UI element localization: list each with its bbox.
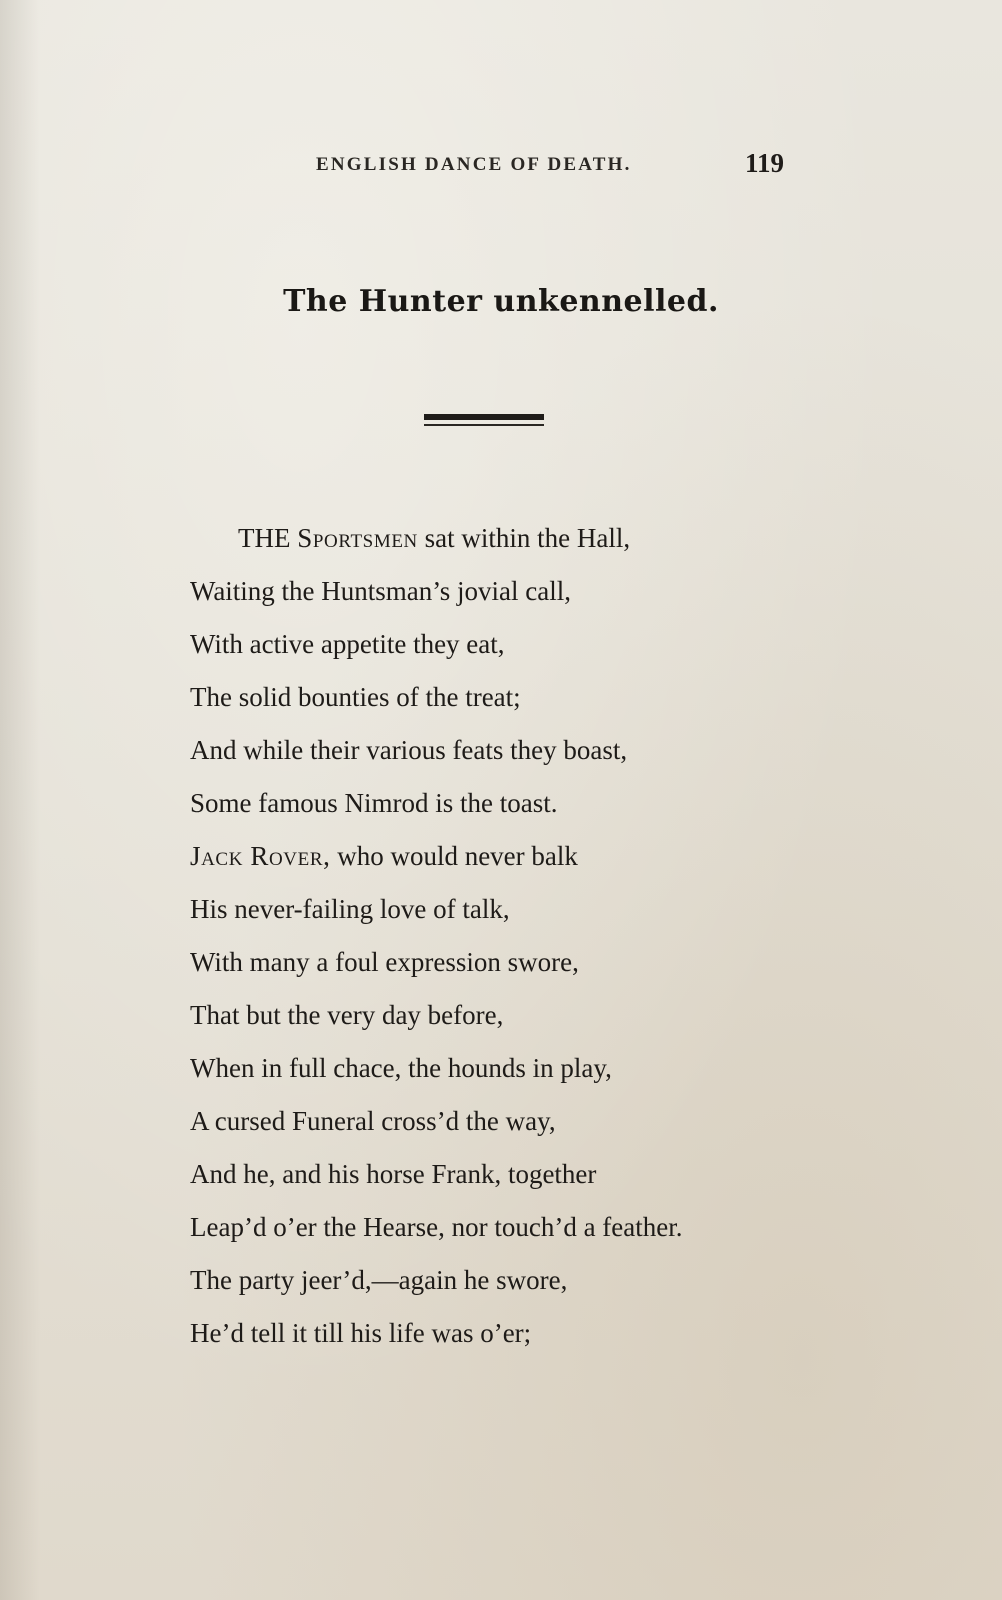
poem-line: With active appetite they eat, bbox=[190, 629, 505, 659]
title-divider-rule bbox=[424, 414, 544, 428]
poem-title: The Hunter unkennelled. bbox=[283, 284, 719, 319]
running-title: ENGLISH DANCE OF DEATH. bbox=[316, 154, 632, 175]
small-caps-word: Sportsmen bbox=[297, 523, 418, 553]
poem-body bbox=[190, 512, 810, 1360]
divider-thick-line bbox=[424, 414, 544, 420]
poem-line bbox=[190, 512, 810, 565]
poem-line: Some famous Nimrod is the toast. bbox=[190, 788, 558, 818]
poem-line: And he, and his horse Frank, together bbox=[190, 1159, 597, 1189]
page-edge-shadow bbox=[0, 0, 40, 1600]
poem-line: He’d tell it till his life was o’er; bbox=[190, 1318, 532, 1348]
small-caps-name: Jack Rover, bbox=[190, 841, 331, 871]
poem-line: A cursed Funeral cross’d the way, bbox=[190, 1106, 556, 1136]
line-lead: THE bbox=[238, 523, 298, 553]
poem-line: The solid bounties of the treat; bbox=[190, 682, 521, 712]
line-rest: who would never balk bbox=[330, 841, 578, 871]
poem-line: His never-failing love of talk, bbox=[190, 894, 510, 924]
poem-line: When in full chace, the hounds in play, bbox=[190, 1053, 612, 1083]
poem-line: The party jeer’d,—again he swore, bbox=[190, 1265, 568, 1295]
poem-line: With many a foul expression swore, bbox=[190, 947, 579, 977]
poem-line: Waiting the Huntsman’s jovial call, bbox=[190, 576, 572, 606]
poem-line: That but the very day before, bbox=[190, 1000, 504, 1030]
poem-line: And while their various feats they boast, bbox=[190, 735, 628, 765]
line-rest: sat within the Hall, bbox=[417, 523, 631, 553]
poem-line: Leap’d o’er the Hearse, nor touch’d a feather. bbox=[190, 1212, 683, 1242]
page-number: 119 bbox=[745, 148, 785, 178]
divider-thin-line bbox=[424, 424, 544, 426]
poem-line bbox=[190, 830, 810, 883]
page-header bbox=[0, 148, 1002, 188]
